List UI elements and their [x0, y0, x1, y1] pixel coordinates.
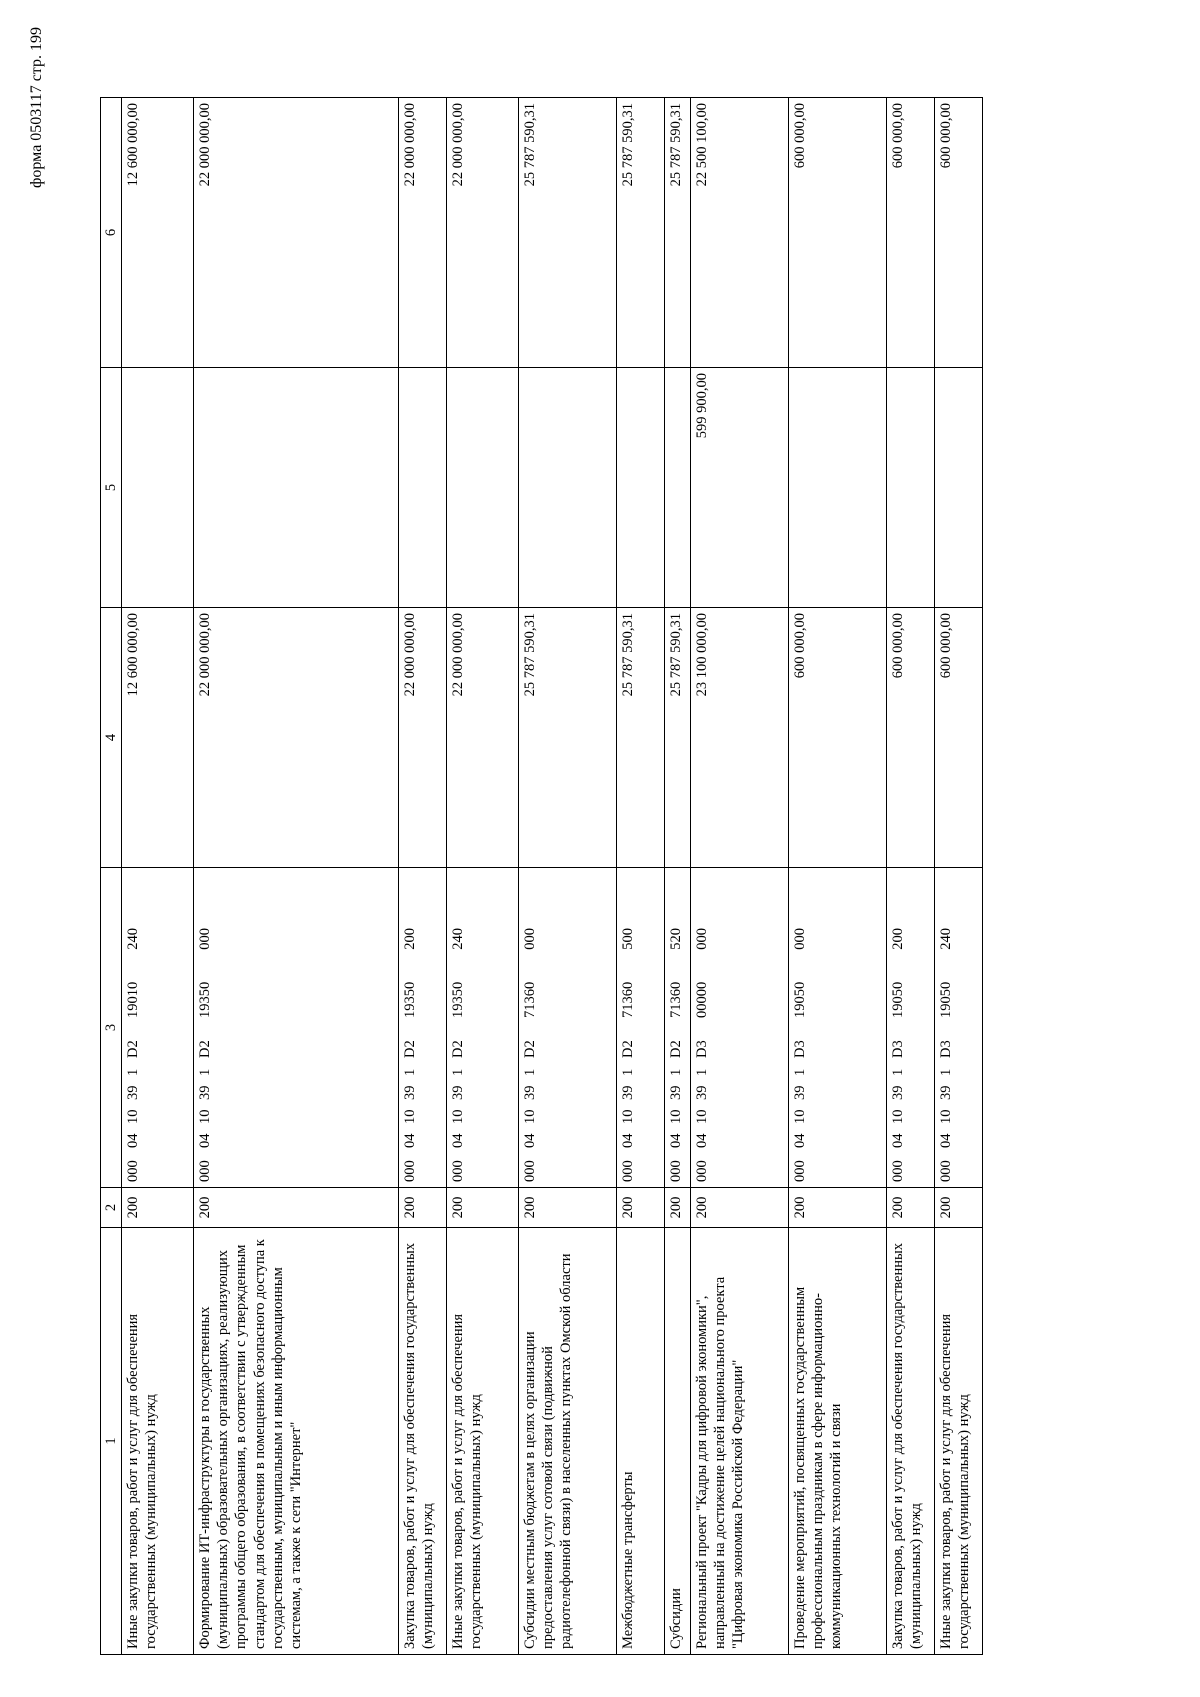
executed-amount-cell: [617, 368, 665, 608]
classification-code: [124, 873, 142, 1182]
budget-classification-code-cell: [887, 868, 935, 1188]
code-part: D3: [938, 1040, 955, 1058]
classification-code: [401, 873, 419, 1182]
code-part: 000: [402, 1160, 419, 1182]
column-number: 6: [101, 98, 122, 368]
line-code-cell: 200: [399, 1188, 447, 1228]
code-part: 39: [792, 1085, 809, 1100]
line-code-cell: 200: [194, 1188, 399, 1228]
code-part: 000: [197, 928, 214, 950]
classification-code: [937, 873, 955, 1182]
code-part: 1: [402, 1068, 419, 1076]
budget-classification-code-cell: [399, 868, 447, 1188]
table-row: [399, 98, 447, 1655]
line-code-cell: 200: [935, 1188, 983, 1228]
table-row: [122, 98, 194, 1655]
code-part: 000: [450, 1160, 467, 1182]
unexecuted-amount-cell: 25 787 590,31: [617, 98, 665, 368]
code-part: 240: [125, 928, 142, 950]
code-part: 10: [890, 1109, 907, 1124]
code-part: 000: [938, 1160, 955, 1182]
code-part: 000: [620, 1160, 637, 1182]
code-part: 19050: [890, 981, 907, 1018]
code-part: 000: [792, 928, 809, 950]
code-part: 04: [450, 1133, 467, 1148]
code-part: 04: [125, 1133, 142, 1148]
code-part: 04: [522, 1133, 539, 1148]
code-part: 04: [792, 1133, 809, 1148]
code-part: D2: [668, 1040, 685, 1058]
code-part: 39: [938, 1085, 955, 1100]
code-part: D2: [620, 1040, 637, 1058]
budget-classification-code-cell: [447, 868, 519, 1188]
unexecuted-amount-cell: 22 500 100,00: [691, 98, 789, 368]
unexecuted-amount-cell: 22 000 000,00: [194, 98, 399, 368]
budget-execution-table: [100, 97, 983, 1655]
budget-classification-code-cell: [691, 868, 789, 1188]
executed-amount-cell: [194, 368, 399, 608]
indicator-name-cell: Иные закупки товаров, работ и услуг для обеспечения государственных (муниципальных) нужд: [935, 1228, 983, 1655]
budget-classification-code-cell: [194, 868, 399, 1188]
executed-amount-cell: [665, 368, 691, 608]
table-row: [194, 98, 399, 1655]
code-part: 240: [450, 928, 467, 950]
code-part: 1: [694, 1068, 711, 1076]
code-part: D3: [792, 1040, 809, 1058]
code-part: 1: [197, 1068, 214, 1076]
code-part: 000: [522, 928, 539, 950]
table-row: [789, 98, 887, 1655]
code-part: 1: [450, 1068, 467, 1076]
indicator-name-cell: Иные закупки товаров, работ и услуг для обеспечения государственных (муниципальных) нужд: [122, 1228, 194, 1655]
code-part: 10: [402, 1109, 419, 1124]
classification-code: [667, 873, 685, 1182]
code-part: 10: [938, 1109, 955, 1124]
code-part: 39: [620, 1085, 637, 1100]
budget-classification-code-cell: [789, 868, 887, 1188]
classification-code: [449, 873, 467, 1182]
line-code-cell: 200: [887, 1188, 935, 1228]
line-code-cell: 200: [691, 1188, 789, 1228]
code-part: D2: [522, 1040, 539, 1058]
line-code-cell: 200: [665, 1188, 691, 1228]
indicator-name-cell: Региональный проект "Кадры для цифровой экономики", направленный на достижение целей национального проекта "Цифровая экономика Российской Федерации": [691, 1228, 789, 1655]
table-row: [447, 98, 519, 1655]
code-part: 000: [197, 1160, 214, 1182]
code-part: 200: [402, 928, 419, 950]
indicator-name-cell: Закупка товаров, работ и услуг для обеспечения государственных (муниципальных) нужд: [887, 1228, 935, 1655]
table-row: [887, 98, 935, 1655]
code-part: 1: [620, 1068, 637, 1076]
executed-amount-cell: [399, 368, 447, 608]
code-part: 04: [620, 1133, 637, 1148]
code-part: 10: [125, 1109, 142, 1124]
code-part: D2: [450, 1040, 467, 1058]
indicator-name-cell: Проведение мероприятий, посвященных государственным профессиональным праздникам в сфере информационно-коммуникационных технологий и связи: [789, 1228, 887, 1655]
code-part: 500: [620, 928, 637, 950]
code-part: 04: [402, 1133, 419, 1148]
code-part: 19350: [450, 981, 467, 1018]
form-number-label: форма 0503117 стр. 199: [28, 27, 45, 188]
code-part: 19010: [125, 981, 142, 1018]
code-part: 10: [450, 1109, 467, 1124]
code-part: 19350: [197, 981, 214, 1018]
code-part: 39: [125, 1085, 142, 1100]
unexecuted-amount-cell: 25 787 590,31: [519, 98, 617, 368]
approved-amount-cell: 25 787 590,31: [519, 608, 617, 868]
classification-code: [889, 873, 907, 1182]
table-row: [935, 98, 983, 1655]
code-part: 1: [522, 1068, 539, 1076]
code-part: 10: [668, 1109, 685, 1124]
code-part: 04: [938, 1133, 955, 1148]
code-part: 000: [694, 1160, 711, 1182]
budget-classification-code-cell: [617, 868, 665, 1188]
executed-amount-cell: [519, 368, 617, 608]
executed-amount-cell: [935, 368, 983, 608]
unexecuted-amount-cell: 600 000,00: [887, 98, 935, 368]
column-number: 5: [101, 368, 122, 608]
code-part: 39: [890, 1085, 907, 1100]
code-part: 71360: [522, 981, 539, 1018]
code-part: 10: [197, 1109, 214, 1124]
approved-amount-cell: 12 600 000,00: [122, 608, 194, 868]
code-part: 39: [668, 1085, 685, 1100]
approved-amount-cell: 22 000 000,00: [399, 608, 447, 868]
classification-code: [791, 873, 809, 1182]
code-part: 04: [890, 1133, 907, 1148]
code-part: 000: [694, 928, 711, 950]
unexecuted-amount-cell: 600 000,00: [935, 98, 983, 368]
line-code-cell: 200: [447, 1188, 519, 1228]
indicator-name-cell: Закупка товаров, работ и услуг для обеспечения государственных (муниципальных) нужд: [399, 1228, 447, 1655]
column-number: 1: [101, 1228, 122, 1655]
line-code-cell: 200: [789, 1188, 887, 1228]
executed-amount-cell: [887, 368, 935, 608]
indicator-name-cell: Иные закупки товаров, работ и услуг для обеспечения государственных (муниципальных) нужд: [447, 1228, 519, 1655]
code-part: 39: [450, 1085, 467, 1100]
approved-amount-cell: 25 787 590,31: [665, 608, 691, 868]
code-part: 71360: [668, 981, 685, 1018]
code-part: 10: [522, 1109, 539, 1124]
approved-amount-cell: 600 000,00: [789, 608, 887, 868]
code-part: 000: [668, 1160, 685, 1182]
approved-amount-cell: 22 000 000,00: [447, 608, 519, 868]
code-part: 39: [197, 1085, 214, 1100]
code-part: 200: [890, 928, 907, 950]
approved-amount-cell: 23 100 000,00: [691, 608, 789, 868]
approved-amount-cell: 600 000,00: [935, 608, 983, 868]
classification-code: [619, 873, 637, 1182]
unexecuted-amount-cell: 600 000,00: [789, 98, 887, 368]
code-part: 19050: [938, 981, 955, 1018]
budget-classification-code-cell: [519, 868, 617, 1188]
budget-classification-code-cell: [122, 868, 194, 1188]
code-part: 19050: [792, 981, 809, 1018]
code-part: 520: [668, 928, 685, 950]
code-part: D2: [402, 1040, 419, 1058]
column-number: 3: [101, 868, 122, 1188]
column-number-row: [101, 98, 122, 1655]
classification-code: [196, 873, 214, 1182]
indicator-name-cell: Формирование ИТ-инфраструктуры в государственных (муниципальных) образовательных организациях, реализующих программы общего образования, в соответствии с утвержденным стандартом для обеспечения в помещениях безопасного доступа к государственным, муниципальным и иным информационным системам, а также к сети "Интернет": [194, 1228, 399, 1655]
code-part: 000: [522, 1160, 539, 1182]
code-part: 1: [792, 1068, 809, 1076]
code-part: 1: [938, 1068, 955, 1076]
executed-amount-cell: [447, 368, 519, 608]
unexecuted-amount-cell: 22 000 000,00: [447, 98, 519, 368]
executed-amount-cell: [789, 368, 887, 608]
line-code-cell: 200: [122, 1188, 194, 1228]
code-part: D2: [125, 1040, 142, 1058]
code-part: 1: [125, 1068, 142, 1076]
budget-classification-code-cell: [935, 868, 983, 1188]
executed-amount-cell: 599 900,00: [691, 368, 789, 608]
code-part: 04: [197, 1133, 214, 1148]
code-part: 10: [792, 1109, 809, 1124]
approved-amount-cell: 600 000,00: [887, 608, 935, 868]
column-number: 2: [101, 1188, 122, 1228]
code-part: 04: [668, 1133, 685, 1148]
table-row: [665, 98, 691, 1655]
code-part: 04: [694, 1133, 711, 1148]
code-part: 000: [890, 1160, 907, 1182]
code-part: D3: [694, 1040, 711, 1058]
code-part: 240: [938, 928, 955, 950]
code-part: 1: [668, 1068, 685, 1076]
unexecuted-amount-cell: 22 000 000,00: [399, 98, 447, 368]
indicator-name-cell: Субсидии: [665, 1228, 691, 1655]
classification-code: [521, 873, 539, 1182]
code-part: 10: [694, 1109, 711, 1124]
code-part: 000: [792, 1160, 809, 1182]
code-part: 10: [620, 1109, 637, 1124]
code-part: 19350: [402, 981, 419, 1018]
unexecuted-amount-cell: 12 600 000,00: [122, 98, 194, 368]
line-code-cell: 200: [617, 1188, 665, 1228]
unexecuted-amount-cell: 25 787 590,31: [665, 98, 691, 368]
code-part: D2: [197, 1040, 214, 1058]
code-part: 39: [694, 1085, 711, 1100]
table-row: [519, 98, 617, 1655]
line-code-cell: 200: [519, 1188, 617, 1228]
indicator-name-cell: Межбюджетные трансферты: [617, 1228, 665, 1655]
table-row: [617, 98, 665, 1655]
code-part: 71360: [620, 981, 637, 1018]
code-part: D3: [890, 1040, 907, 1058]
code-part: 39: [522, 1085, 539, 1100]
approved-amount-cell: 22 000 000,00: [194, 608, 399, 868]
code-part: 39: [402, 1085, 419, 1100]
budget-classification-code-cell: [665, 868, 691, 1188]
column-number: 4: [101, 608, 122, 868]
classification-code: [693, 873, 711, 1182]
executed-amount-cell: [122, 368, 194, 608]
indicator-name-cell: Субсидии местным бюджетам в целях организации предоставления услуг сотовой связи (подвижной радиотелефонной связи) в населенных пунктах Омской области: [519, 1228, 617, 1655]
approved-amount-cell: 25 787 590,31: [617, 608, 665, 868]
table-row: [691, 98, 789, 1655]
code-part: 000: [125, 1160, 142, 1182]
code-part: 00000: [694, 981, 711, 1018]
code-part: 1: [890, 1068, 907, 1076]
